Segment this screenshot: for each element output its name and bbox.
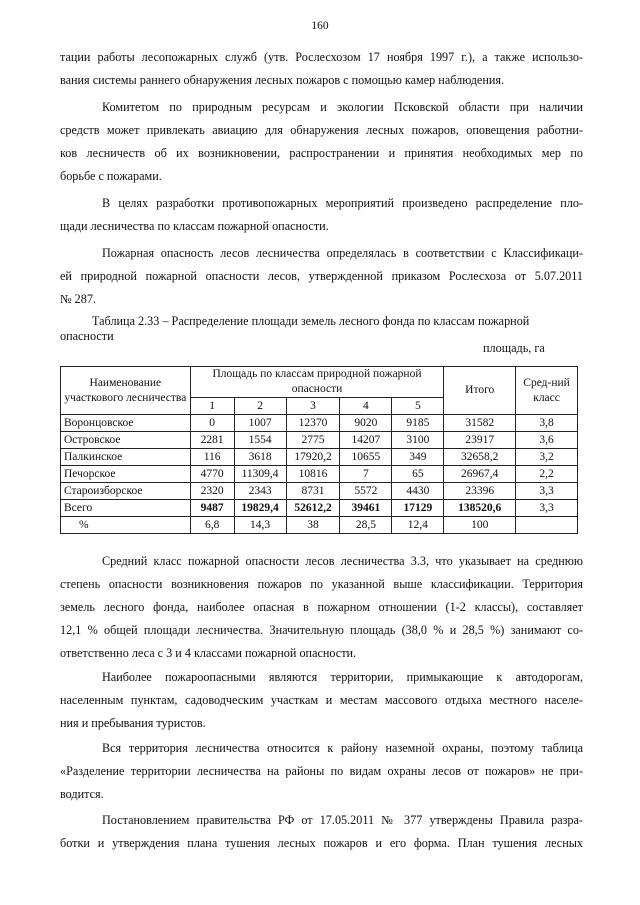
text-line: ей природной пожарной опасности лесов, утвержденной приказом Рослесхоза от 5.07.2011	[60, 269, 583, 283]
cell: 8731	[286, 483, 340, 500]
cell: 116	[190, 449, 234, 466]
cell: 39461	[340, 500, 392, 517]
cell: 0	[190, 415, 234, 432]
cell: 100	[444, 517, 516, 534]
cell: 28,5	[340, 517, 392, 534]
text-line: Наиболее пожароопасными являются территории, примыкающие к автодорогам,	[102, 670, 583, 684]
cell: 7	[340, 466, 392, 483]
header-avg: Сред-ний класс	[516, 367, 578, 415]
cell: 3,8	[516, 415, 578, 432]
cell: 2775	[286, 432, 340, 449]
cell: 12370	[286, 415, 340, 432]
cell: 17129	[392, 500, 444, 517]
text-line: В целях разработки противопожарных мероприятий произведено распределение пло-	[102, 196, 583, 210]
cell: 23917	[444, 432, 516, 449]
cell: 3,3	[516, 500, 578, 517]
cell: 3618	[234, 449, 286, 466]
header-total: Итого	[444, 367, 516, 415]
total-row	[61, 500, 578, 517]
cell: Островское	[61, 432, 191, 449]
cell: 23396	[444, 483, 516, 500]
percent-row	[61, 517, 578, 534]
cell: 3100	[392, 432, 444, 449]
cell: Воронцовское	[61, 415, 191, 432]
cell: 9185	[392, 415, 444, 432]
text-line: Вся территория лесничества относится к району наземной охраны, поэтому таблица	[102, 741, 583, 755]
cell: 12,4	[392, 517, 444, 534]
cell: 2281	[190, 432, 234, 449]
table-row	[61, 483, 578, 500]
cell: 14,3	[234, 517, 286, 534]
cell: 19829,4	[234, 500, 286, 517]
class-header: 3	[286, 398, 340, 415]
header-name: Наименование участкового лесничества	[61, 367, 191, 415]
cell: 9020	[340, 415, 392, 432]
cell: 52612,2	[286, 500, 340, 517]
cell: Палкинское	[61, 449, 191, 466]
text-line: земель лесного фонда, наиболее опасная в пожарном отношении (1-2 классы), составляет	[60, 600, 583, 614]
text-line: степень опасности возникновения пожаров по указанной выше классификации. Территория	[60, 577, 583, 591]
text-line: средств может привлекать авиацию для обнаружения лесных пожаров, оповещения работни-	[60, 123, 583, 137]
table-row	[61, 415, 578, 432]
table-caption: Таблица 2.33 – Распределение площади земель лесного фонда по классам пожарной	[92, 314, 530, 328]
text-line: тации работы лесопожарных служб (утв. Рослесхозом 17 ноября 1997 г.), а также использо-	[60, 50, 583, 64]
cell: 2343	[234, 483, 286, 500]
table-row	[61, 449, 578, 466]
text-line: ния и пребывания туристов.	[60, 716, 206, 730]
cell: 2320	[190, 483, 234, 500]
cell: 349	[392, 449, 444, 466]
cell: 65	[392, 466, 444, 483]
cell: 3,3	[516, 483, 578, 500]
text-line: борьбе с пожарами.	[60, 169, 162, 183]
text-line: ботки и утверждения плана тушения лесных пожаров и его форма. План тушения лесных	[60, 836, 583, 850]
header-area: Площадь по классам природной пожарной опасности	[190, 367, 444, 398]
cell: 32658,2	[444, 449, 516, 466]
cell: %	[61, 517, 191, 534]
cell: 14207	[340, 432, 392, 449]
class-header: 5	[392, 398, 444, 415]
text-line: ответственно леса с 3 и 4 классами пожарной опасности.	[60, 646, 357, 660]
text-line: Постановлением правительства РФ от 17.05.2011 № 377 утверждены Правила разра-	[102, 813, 583, 827]
text-line: щади лесничества по классам пожарной опасности.	[60, 219, 329, 233]
table-unit: площадь, га	[483, 341, 545, 355]
cell: 11309,4	[234, 466, 286, 483]
cell: 138520,6	[444, 500, 516, 517]
class-header: 1	[190, 398, 234, 415]
page-number: 160	[311, 20, 329, 32]
cell: 10655	[340, 449, 392, 466]
cell: 3,6	[516, 432, 578, 449]
cell: 1007	[234, 415, 286, 432]
cell: Всего	[61, 500, 191, 517]
cell: 31582	[444, 415, 516, 432]
cell: 9487	[190, 500, 234, 517]
text-line: населенным пунктам, садоводческим участкам и местам массового отдыха местного населе-	[60, 693, 583, 707]
cell: 38	[286, 517, 340, 534]
class-header: 4	[340, 398, 392, 415]
cell: 1554	[234, 432, 286, 449]
text-line: Средний класс пожарной опасности лесов лесничества 3.3, что указывает на среднюю	[102, 554, 583, 568]
table-caption: опасности	[60, 329, 114, 343]
cell	[516, 517, 578, 534]
cell: 6,8	[190, 517, 234, 534]
text-line: Пожарная опасность лесов лесничества определялась в соответствии с Классификаци-	[102, 246, 583, 260]
cell: Староизборское	[61, 483, 191, 500]
table-row	[61, 432, 578, 449]
text-line: «Разделение территории лесничества на районы по видам охраны лесов от пожаров» не при-	[60, 764, 583, 778]
cell: 10816	[286, 466, 340, 483]
text-line: № 287.	[60, 292, 97, 306]
cell: 3,2	[516, 449, 578, 466]
text-line: Комитетом по природным ресурсам и экологии Псковской области при наличии	[102, 100, 583, 114]
text-line: ков лесничеств об их возникновении, распространении и принятия необходимых мер по	[60, 146, 583, 160]
cell: 17920,2	[286, 449, 340, 466]
cell: 5572	[340, 483, 392, 500]
cell: 2,2	[516, 466, 578, 483]
cell: Печорское	[61, 466, 191, 483]
text-line: водится.	[60, 787, 104, 801]
cell: 26967,4	[444, 466, 516, 483]
fire-danger-table	[60, 366, 578, 534]
text-line: 12,1 % общей площади лесничества. Значительную площадь (38,0 % и 28,5 %) занимают со-	[60, 623, 583, 637]
class-header: 2	[234, 398, 286, 415]
cell: 4770	[190, 466, 234, 483]
text-line: вания системы раннего обнаружения лесных пожаров с помощью камер наблюдения.	[60, 73, 505, 87]
cell: 4430	[392, 483, 444, 500]
table-row	[61, 466, 578, 483]
